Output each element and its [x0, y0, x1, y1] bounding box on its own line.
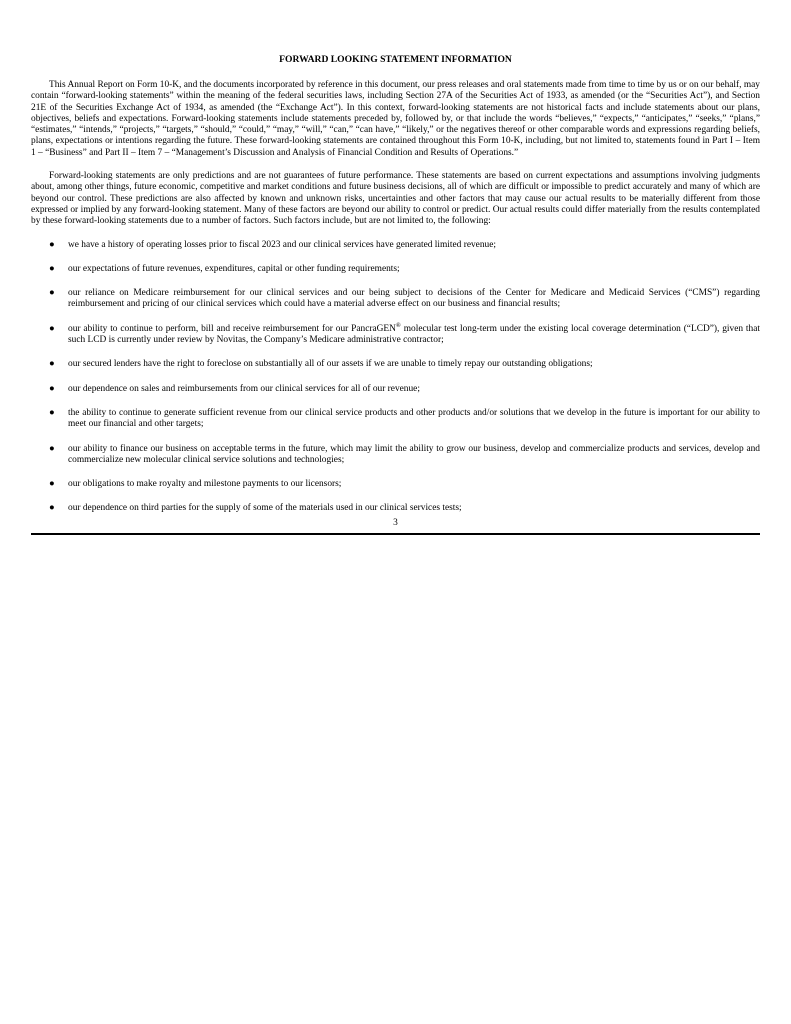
bullet-icon: ● — [49, 479, 55, 490]
list-item — [31, 384, 760, 395]
bullet-icon: ● — [49, 407, 55, 418]
list-item — [31, 408, 760, 431]
list-item-text: our reliance on Medicare reimbursement for our clinical services and our being subject to decisions of the Center for Medicare and Medicaid Services (“CMS”) regarding reimbursement and pricing of our clinical services which could have a material adverse effect on our business and financial results; — [68, 288, 760, 310]
intro-paragraph: This Annual Report on Form 10-K, and the documents incorporated by reference in this document, our press releases and oral statements made from time to time by us or on our behalf, may contain “forward-looking statements” within the meaning of the federal securities laws, including Section 27A of the Securities Act of 1933, as amended (or the “Securities Act”), and Section 21E of the Securities Exchange Act of 1934, as amended (the “Exchange Act”). In this context, forward-looking statements are not historical facts and include statements about our plans, objectives, beliefs and expectations. Forward-looking statements include statements preceded by, followed by, or that include the words “believes,” “expects,” “anticipates,” “seeks,” “plans,” “estimates,” “intends,” “projects,” “targets,” “should,” “could,” “may,” “will,” “can,” “can have,” “likely,” or the negatives thereof or other comparable words and expressions regarding beliefs, plans, expectations or intentions regarding the future. These forward-looking statements are contained throughout this Form 10-K, including, but not limited to, statements found in Part I – Item 1 – “Business” and Part II – Item 7 – “Management’s Discussion and Analysis of Financial Condition and Results of Operations.” — [31, 80, 760, 158]
list-item-text: our expectations of future revenues, expenditures, capital or other funding requirements; — [68, 263, 400, 274]
risk-factor-list — [31, 240, 760, 515]
list-item-text-end: molecular test long-term under the existing local coverage determination (“LCD”), given that such LCD is currently under review by Novitas, the Company’s Medicare administrative contractor; — [68, 323, 760, 346]
bullet-icon: ● — [49, 443, 55, 454]
list-item — [31, 321, 760, 347]
list-item — [31, 444, 760, 467]
predictions-paragraph: Forward-looking statements are only predictions and are not guarantees of future performance. These statements are based on current expectations and assumptions involving judgments about, among other things, future economic, competitive and market conditions and future business decisions, all of which are difficult or impossible to predict accurately and many of which are beyond our control. These predictions are also affected by known and unknown risks, uncertainties and other factors that may cause our actual results to be materially different from those expressed or implied by any forward-looking statement. Many of these factors are beyond our ability to control or predict. Our actual results could differ materially from the results contemplated by these forward-looking statements due to a number of factors. Such factors include, but are not limited to, the following: — [31, 171, 760, 227]
registered-mark: ® — [395, 321, 401, 329]
list-item — [31, 503, 760, 514]
bullet-icon: ● — [49, 323, 55, 334]
page-divider — [31, 533, 760, 535]
list-item-text: our ability to finance our business on acceptable terms in the future, which may limit the ability to grow our business, develop and commercialize products and services, develop and commercialize new molecular clinical service solutions and technologies; — [68, 443, 760, 465]
list-item-text: the ability to continue to generate sufficient revenue from our clinical service products and other products and/or solutions that we develop in the future is important for our ability to meet our financial and other targets; — [68, 407, 760, 430]
list-item-text: our secured lenders have the right to foreclose on substantially all of our assets if we are unable to timely repay our outstanding obligations; — [68, 359, 593, 370]
bullet-icon: ● — [49, 288, 55, 299]
bullet-icon: ● — [49, 239, 55, 250]
list-item-text-start: our ability to continue to perform, bill and receive reimbursement for our PancraGEN — [68, 323, 396, 334]
list-item-text: we have a history of operating losses prior to fiscal 2023 and our clinical services have generated limited revenue; — [68, 239, 496, 250]
list-item-text: our dependence on third parties for the supply of some of the materials used in our clinical services tests; — [68, 503, 462, 514]
bullet-icon: ● — [49, 359, 55, 370]
list-item — [31, 359, 760, 370]
section-heading: FORWARD LOOKING STATEMENT INFORMATION — [279, 54, 512, 65]
document-page — [31, 54, 760, 535]
bullet-icon: ● — [49, 503, 55, 514]
bullet-icon: ● — [49, 383, 55, 394]
list-item — [31, 479, 760, 490]
list-item-text: our obligations to make royalty and milestone payments to our licensors; — [68, 479, 342, 490]
list-item — [31, 264, 760, 275]
page-number: 3 — [393, 517, 398, 528]
list-item-text: our dependence on sales and reimbursements from our clinical services for all of our revenue; — [68, 383, 420, 394]
list-item — [31, 240, 760, 251]
bullet-icon: ● — [49, 263, 55, 274]
list-item — [31, 288, 760, 311]
